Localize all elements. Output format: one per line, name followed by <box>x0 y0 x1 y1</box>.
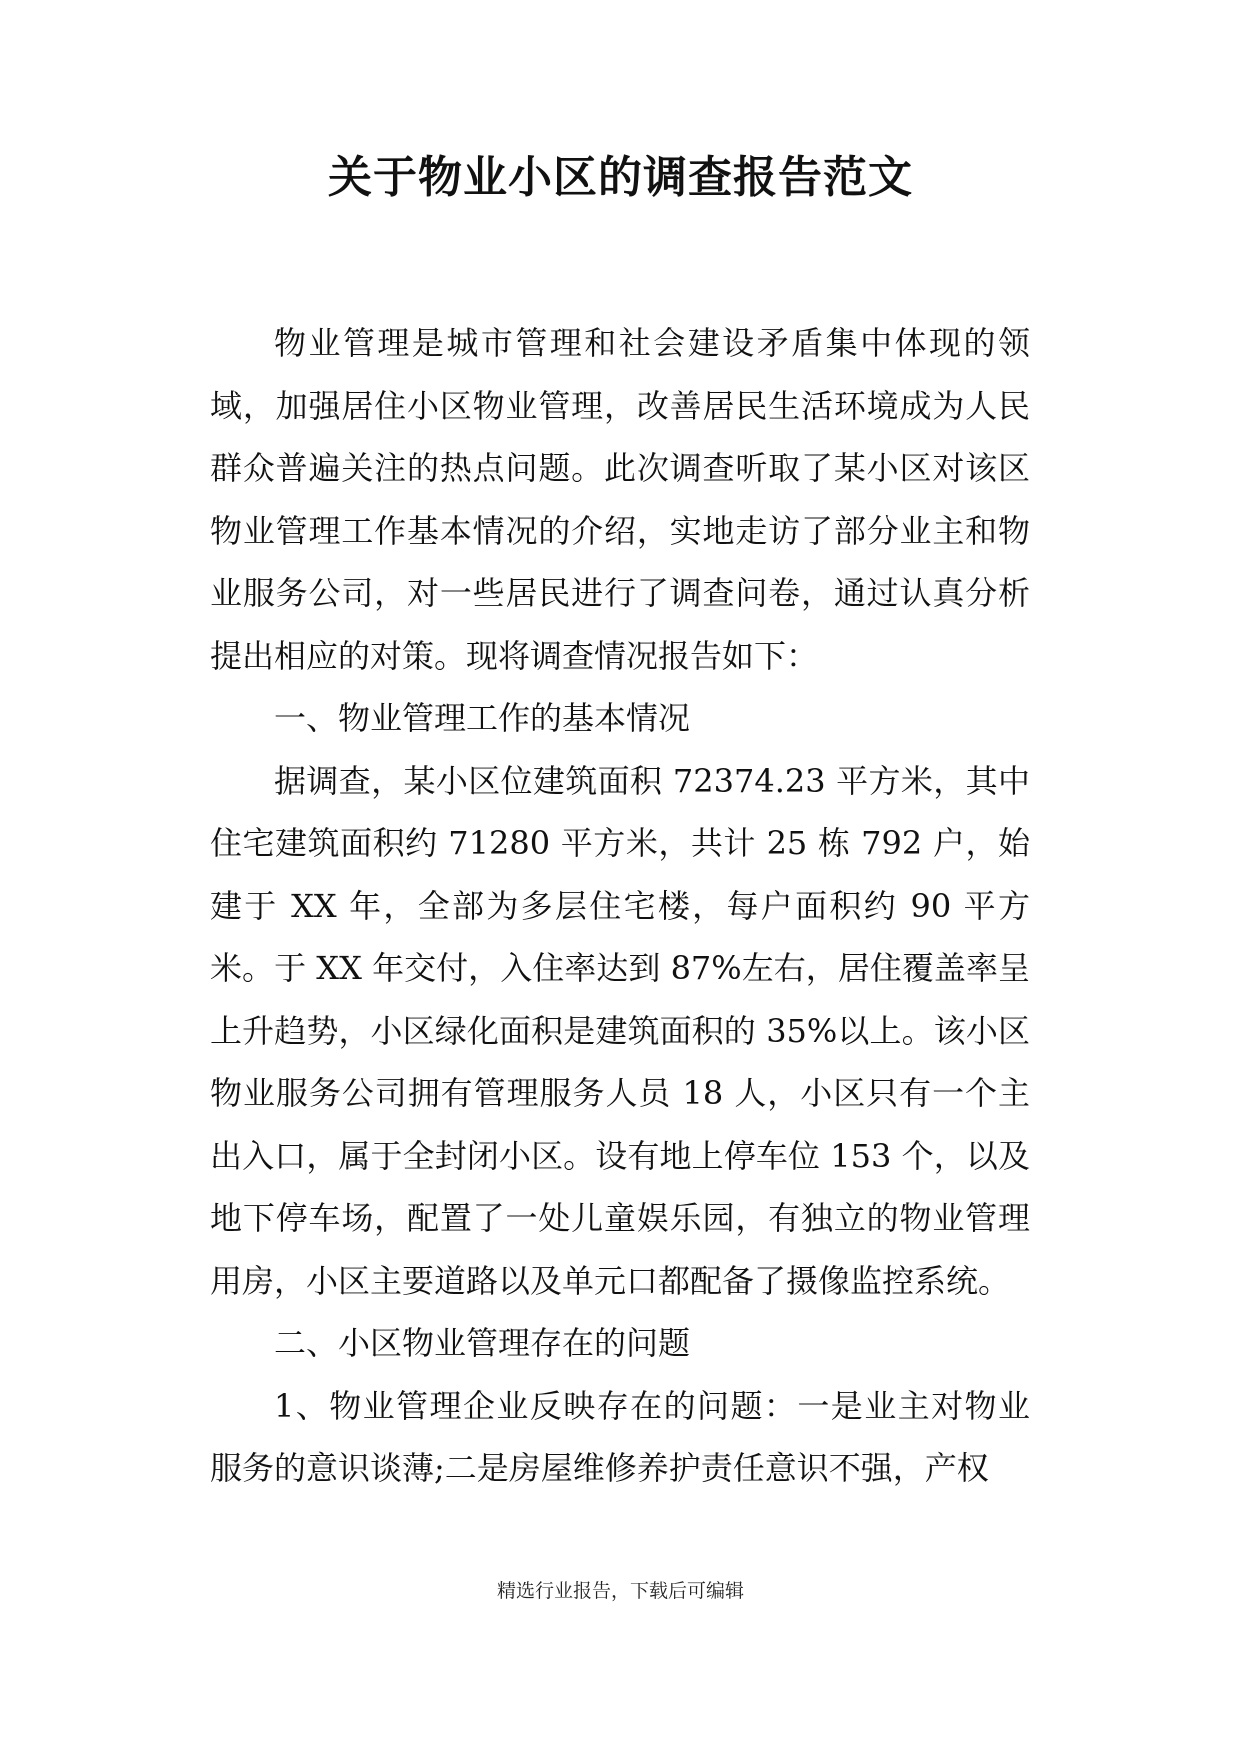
paragraph-problems: 1、物业管理企业反映存在的问题：一是业主对物业服务的意识谈薄;二是房屋维修养护责任意识不强，产权 <box>210 1386 1030 1487</box>
page-footer: 精选行业报告，下载后可编辑 <box>496 1580 744 1602</box>
document-title: 关于物业小区的调查报告范文 <box>328 152 913 203</box>
section-heading-1: 一、物业管理工作的基本情况 <box>274 699 691 737</box>
paragraph-basic-info: 据调查，某小区位建筑面积 72374.23 平方米，其中住宅建筑面积约 71280 平方米，共计 25 栋 792 户，始建于 XX 年，全部为多层住宅楼，每户面积约 90 平方米。于 XX 年交付，入住率达到 87%左右，居住覆盖率呈上升趋势，小区绿化面积是建筑面积的 35%以上。该小区物业服务公司拥有管理服务人员 18 人，小区只有一个主出入口，属于全封闭小区。设有地上停车位 153 个，以及地下停车场，配置了一处儿童娱乐园，有独立的物业管理用房，小区主要道路以及单元口都配备了摄像监控系统。 <box>210 761 1030 1300</box>
document-body <box>210 312 1030 1500</box>
paragraph-intro: 物业管理是城市管理和社会建设矛盾集中体现的领域，加强居住小区物业管理，改善居民生活环境成为人民群众普遍关注的热点问题。此次调查听取了某小区对该区物业管理工作基本情况的介绍，实地走访了部分业主和物业服务公司，对一些居民进行了调查问卷，通过认真分析提出相应的对策。现将调查情况报告如下： <box>210 324 1030 675</box>
section-heading-2: 二、小区物业管理存在的问题 <box>274 1324 691 1362</box>
